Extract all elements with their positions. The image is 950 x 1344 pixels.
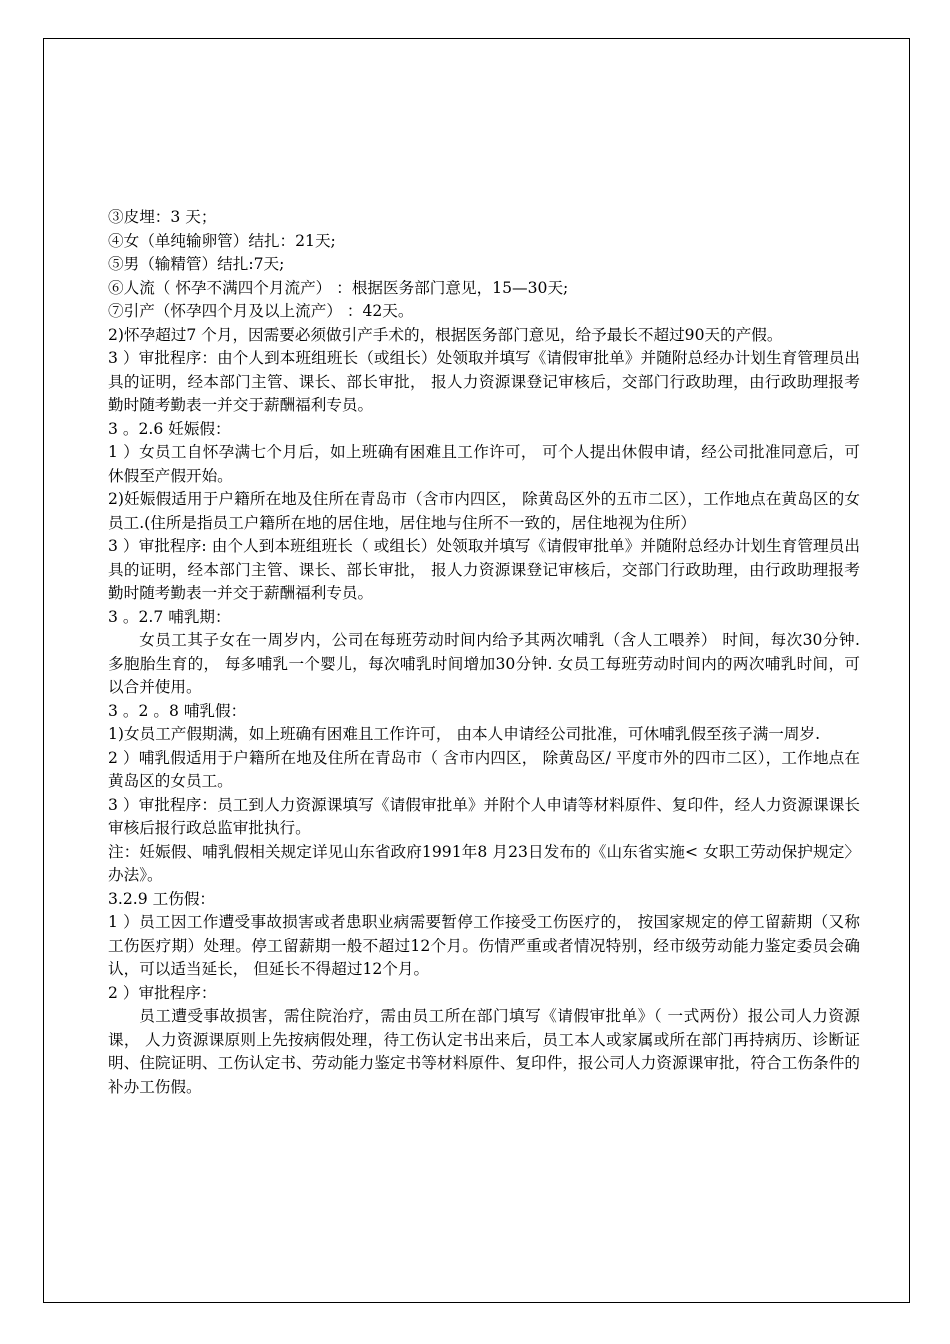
section-heading: 3 。2 。8 哺乳假：	[108, 701, 247, 720]
text-line: ⑤男（输精管）结扎:7天;	[108, 255, 285, 273]
paragraph: 3 ）审批程序: 由个人到本班组班长（ 或组长）处领取并填写《请假审批单》并随附总经办计划生育管理员出具的证明，经本部门主管、课长、部长审批， 报人力资源课登记审核后，交部门行政助理，由行政助理报考勤时随考勤表一并交于薪酬福利专员。	[108, 537, 860, 602]
paragraph: 2)妊娠假适用于户籍所在地及住所在青岛市（含市内四区， 除黄岛区外的五市二区），工作地点在黄岛区的女员工.(住所是指员工户籍所在地的居住地，居住地与住所不一致的，居住地视为住所）	[108, 490, 860, 532]
text-line: ④女（单纯输卵管）结扎：21天;	[108, 231, 336, 250]
paragraph: 3 ）审批程序：员工到人力资源课填写《请假审批单》并附个人申请等材料原件、复印件，经人力资源课课长审核后报行政总监审批执行。	[108, 795, 860, 837]
paragraph: 3 ）审批程序：由个人到本班组班长（或组长）处领取并填写《请假审批单》并随附总经办计划生育管理员出具的证明，经本部门主管、课长、部长审批， 报人力资源课登记审核后，交部门行政助理，由行政助理报考勤时随考勤表一并交于薪酬福利专员。	[108, 349, 860, 414]
paragraph: 员工遭受事故损害，需住院治疗，需由员工所在部门填写《请假审批单》（ 一式两份）报公司人力资源课， 人力资源课原则上先按病假处理，待工伤认定书出来后，员工本人或家属或所在部门再持病历、诊断证明、住院证明、工伤认定书、劳动能力鉴定书等材料原件、复印件，报公司人力资源课审批，符合工伤条件的补办工伤假。	[108, 1007, 860, 1096]
text-line: ⑦引产（怀孕四个月及以上流产） ：42天。	[108, 302, 414, 320]
text-line: ⑥人流（ 怀孕不满四个月流产） ：根据医务部门意见，15—30天;	[108, 278, 569, 297]
note-paragraph: 注：妊娠假、哺乳假相关规定详见山东省政府1991年8 月23日发布的《山东省实施< 女职工劳动保护规定〉办法》。	[108, 842, 860, 884]
paragraph: 2 ）审批程序：	[108, 983, 217, 1002]
paragraph: 1 ）员工因工作遭受事故损害或者患职业病需要暂停工作接受工伤医疗的， 按国家规定的停工留薪期（又称工伤医疗期）处理。停工留薪期一般不超过12个月。伤情严重或者情况特别，经市级劳动能力鉴定委员会确认，可以适当延长， 但延长不得超过12个月。	[108, 913, 860, 978]
paragraph: 1 ）女员工自怀孕满七个月后，如上班确有困难且工作许可， 可个人提出休假申请，经公司批准同意后，可休假至产假开始。	[108, 443, 860, 485]
document-body	[108, 206, 865, 1099]
section-heading: 3.2.9 工伤假：	[108, 889, 216, 908]
paragraph: 1)女员工产假期满，如上班确有困难且工作许可， 由本人申请经公司批准，可休哺乳假至孩子满一周岁.	[108, 725, 821, 743]
text-line: ③皮埋：3 天；	[108, 208, 217, 226]
paragraph: 2 ）哺乳假适用于户籍所在地及住所在青岛市（ 含市内四区， 除黄岛区/ 平度市外的四市二区），工作地点在黄岛区的女员工。	[108, 748, 860, 790]
section-heading: 3 。2.6 妊娠假：	[108, 419, 231, 438]
paragraph: 2)怀孕超过7 个月，因需要必须做引产手术的，根据医务部门意见，给予最长不超过90天的产假。	[108, 325, 783, 344]
section-heading: 3 。2.7 哺乳期：	[108, 607, 231, 626]
paragraph: 女员工其子女在一周岁内，公司在每班劳动时间内给予其两次哺乳（含人工喂养） 时间，每次30分钟. 多胞胎生育的， 每多哺乳一个婴儿，每次哺乳时间增加30分钟. 女员工每班劳动时间内的两次哺乳时间，可以合并使用。	[108, 631, 865, 696]
